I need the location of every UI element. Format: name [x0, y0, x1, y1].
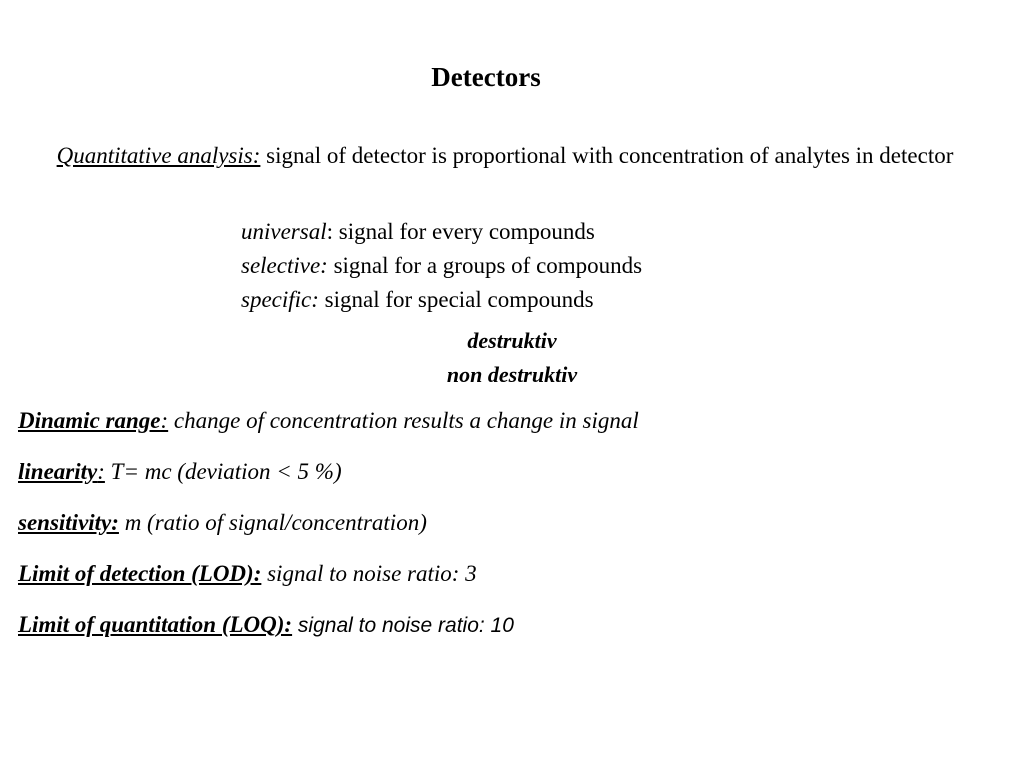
quantitative-analysis-label: Quantitative analysis:: [56, 143, 261, 168]
property-term: Limit of detection (LOD):: [18, 561, 262, 586]
detector-type-selective: [241, 249, 642, 283]
property-term: linearity: [18, 459, 98, 484]
detector-type-text: signal for special compounds: [318, 287, 594, 312]
quantitative-analysis-text: signal of detector is proportional with concentration of analytes in detector: [260, 143, 954, 168]
property-linearity: [18, 459, 639, 510]
destructive-label: destruktiv: [467, 328, 557, 353]
quantitative-analysis-paragraph: [40, 139, 970, 172]
property-description: signal to noise ratio: 10: [292, 614, 514, 637]
detector-type-specific: [241, 283, 642, 317]
destructive-types: [0, 324, 1024, 392]
property-term: Limit of quantitation (LOQ):: [18, 612, 293, 637]
property-dynamic-range: [18, 408, 639, 459]
property-separator: :: [97, 459, 105, 484]
property-loq: [18, 612, 639, 663]
property-sensitivity: [18, 510, 639, 561]
detector-properties-list: [18, 408, 639, 663]
property-term: Dinamic range: [18, 408, 161, 433]
property-separator: :: [160, 408, 169, 433]
property-term: sensitivity:: [18, 510, 119, 535]
property-description: m (ratio of signal/concentration): [118, 510, 427, 535]
property-description: T= mc (deviation < 5 %): [104, 459, 342, 484]
detector-types-list: [241, 215, 642, 317]
property-description: signal to noise ratio: 3: [261, 561, 477, 586]
slide-title: Detectors: [431, 62, 541, 92]
detector-type-text: signal for a groups of compounds: [327, 253, 643, 278]
detector-type-term: specific:: [241, 287, 319, 312]
property-description: change of concentration results a change in signal: [168, 408, 639, 433]
non-destructive-label: non destruktiv: [446, 362, 578, 387]
detector-type-text: : signal for every compounds: [326, 219, 595, 244]
detector-type-term: selective:: [241, 253, 328, 278]
property-lod: [18, 561, 639, 612]
detector-type-universal: [241, 215, 642, 249]
detector-type-term: universal: [241, 219, 327, 244]
